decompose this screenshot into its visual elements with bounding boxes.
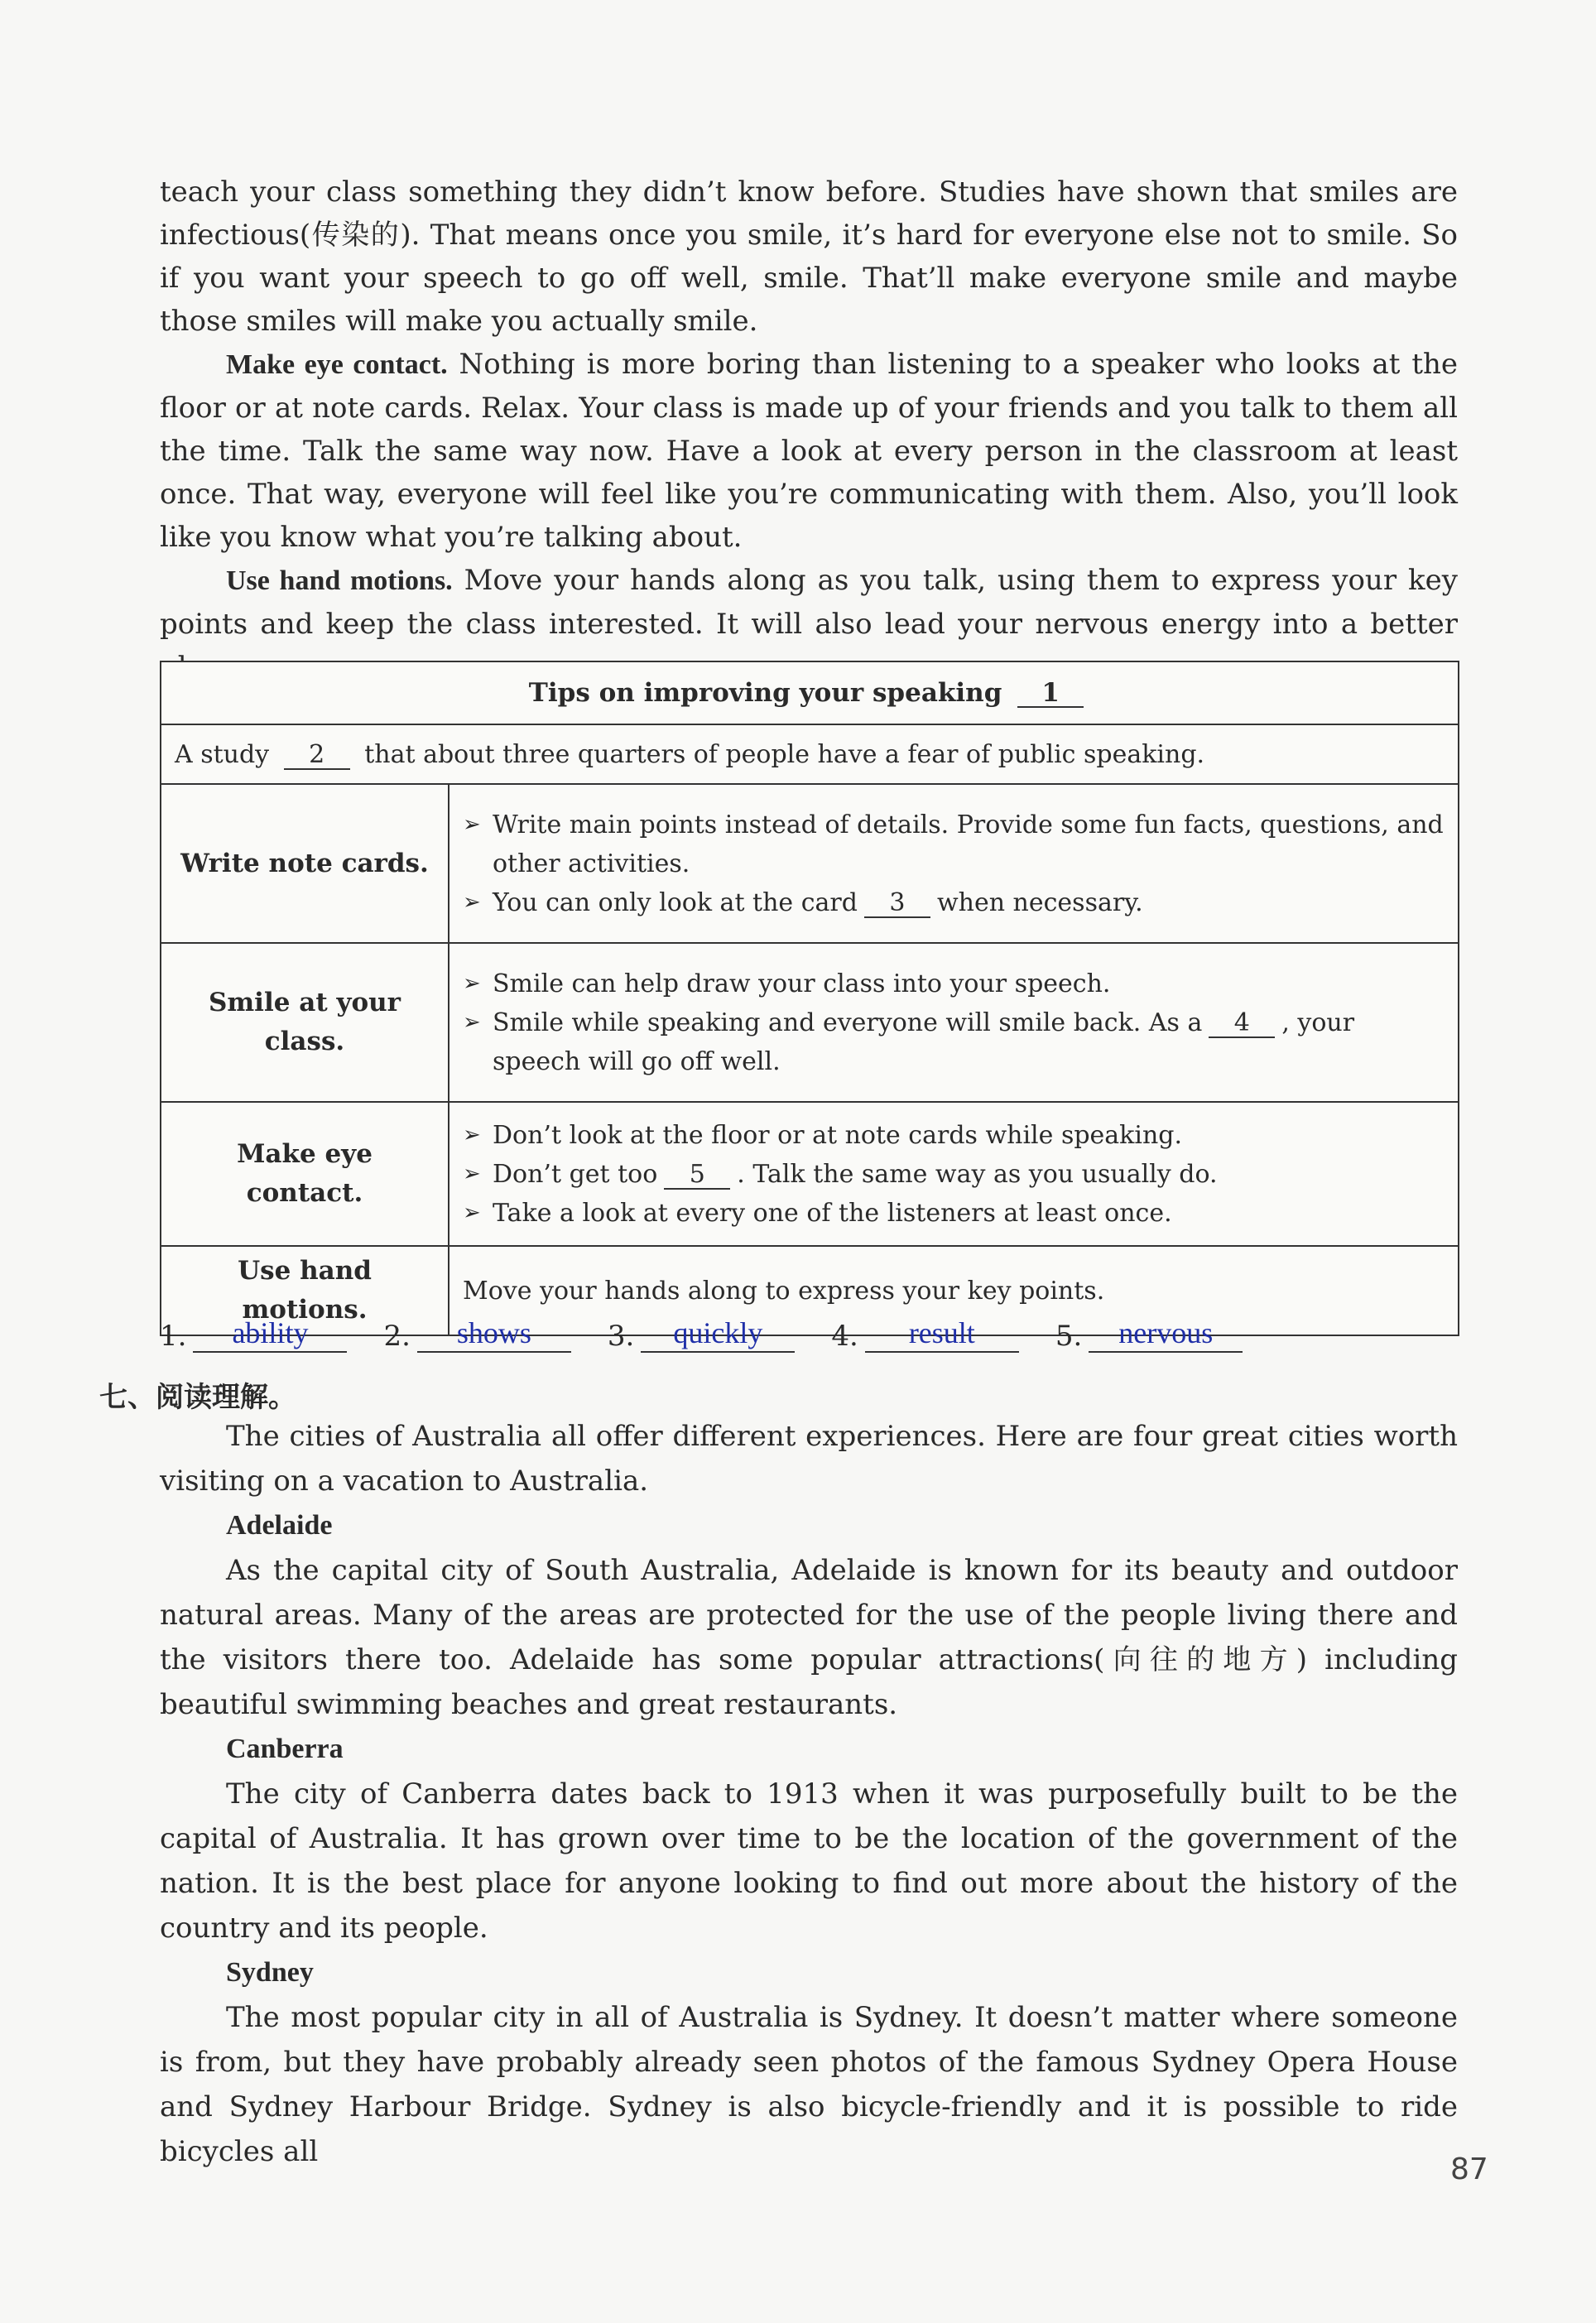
tip-text: Don’t get too (493, 1159, 658, 1189)
paragraph-hand-motions-text: Move your hands along as you talk, using them to express your key points and keep the class interested. It will also lead your nervous energy into a better (160, 564, 1458, 641)
city-heading-sydney: Sydney (226, 1957, 314, 1988)
answer-5 (1055, 1315, 1243, 1353)
city-heading-canberra: Canberra (226, 1734, 344, 1764)
answer-1 (160, 1315, 347, 1353)
row-content-eye-contact (449, 1102, 1459, 1246)
answer-number: 5. (1055, 1320, 1083, 1353)
study-text-pre: A study (175, 739, 270, 769)
tip-text: Don’t look at the floor or at note cards while speaking. (493, 1120, 1183, 1150)
arrow-icon: ➢ (463, 1122, 481, 1147)
blank-4: 4 (1209, 1010, 1275, 1038)
row-label-write-note-cards: Write note cards. (161, 784, 449, 943)
arrow-icon: ➢ (463, 1200, 481, 1225)
tip-text: You can only look at the card (493, 887, 858, 917)
arrow-icon: ➢ (463, 889, 481, 915)
arrow-icon: ➢ (463, 1161, 481, 1186)
answer-row (160, 1315, 1319, 1353)
city-heading-adelaide: Adelaide (226, 1510, 333, 1541)
answer-number: 4. (831, 1320, 858, 1353)
row-content-smile (449, 943, 1459, 1102)
row-label-eye-contact: Make eye contact. (161, 1102, 449, 1246)
arrow-icon: ➢ (463, 811, 481, 837)
tip-line (463, 806, 1445, 883)
reading-intro: The cities of Australia all offer different experiences. Here are four great cities worth visiting on a vacation to Australia. (160, 1420, 1458, 1498)
page-number: 87 (1450, 2152, 1488, 2186)
heading-hand-motions: Use hand motions. (226, 565, 453, 596)
answer-2 (383, 1315, 570, 1353)
tip-text: Smile while speaking and everyone will smile back. As a (493, 1008, 1203, 1037)
answer-value: ability (193, 1315, 347, 1353)
answer-value: nervous (1089, 1315, 1243, 1353)
answer-value: quickly (641, 1315, 795, 1353)
answer-number: 2. (383, 1320, 411, 1353)
heading-eye-contact: Make eye contact. (226, 349, 448, 380)
blank-2: 2 (284, 742, 350, 770)
answer-3 (608, 1315, 795, 1353)
section-title: 七、阅读理解。 (99, 1381, 296, 1414)
answer-4 (831, 1315, 1018, 1353)
blank-5: 5 (664, 1162, 730, 1190)
reading-passage (160, 1414, 1458, 2174)
paragraph-eye-contact-text: Nothing is more boring than listening to a speaker who looks at the floor or at note cards. Relax. Your class is made up of your friends and you talk to them all the time. Talk the same way now. Have a look at every person in the classroom at least once. That way, everyone will feel like you’re communicating with them. Also, you’ll look like you know what you’re talking about. (160, 348, 1458, 554)
tip-line (463, 883, 1445, 922)
paragraph-eye-contact (160, 343, 1458, 559)
city-text-adelaide: As the capital city of South Australia, Adelaide is known for its beauty and outdoor natural areas. Many of the areas are protected for the use of the people living there and the visitors there too. Adelaide has some popular attractions(向往的地方) including beautiful swimming beaches and great restaurants. (160, 1554, 1458, 1721)
answer-value: shows (417, 1315, 571, 1353)
tip-line (463, 964, 1445, 1003)
tip-text: Smile can help draw your class into your speech. (493, 969, 1111, 998)
tip-line (463, 1003, 1445, 1081)
row-label-hand-motions: Use hand motions. (161, 1246, 449, 1335)
tip-line (463, 1155, 1445, 1194)
paragraph-smile: teach your class something they didn’t know before. Studies have shown that smiles are infectious(传染的). That means once you smile, it’s hard for everyone else not to smile. So if you want your speech to go off well, smile. That’ll make everyone smile and maybe those smiles will make you actually smile. (160, 176, 1458, 338)
top-passage (160, 171, 1458, 689)
tips-table (160, 661, 1459, 1336)
blank-1: 1 (1017, 680, 1084, 708)
arrow-icon: ➢ (463, 1009, 481, 1035)
tip-text: , your speech will go off well. (493, 1008, 1355, 1076)
row-content-hand-motions: Move your hands along to express your key points. (449, 1246, 1459, 1335)
tip-text: . Talk the same way as you usually do. (737, 1159, 1218, 1189)
tip-line (463, 1116, 1445, 1155)
table-study-row (161, 724, 1459, 784)
study-text-post: that about three quarters of people have a fear of public speaking. (364, 739, 1205, 769)
answer-number: 1. (160, 1320, 187, 1353)
answer-number: 3. (607, 1320, 635, 1353)
city-text-sydney: The most popular city in all of Australia is Sydney. It doesn’t matter where someone is from, but they have probably already seen photos of the famous Sydney Opera House and Sydney Harbour Bridge. Sydney is also bicycle-friendly and it is possible to ride bicycles all (160, 2001, 1458, 2168)
table-title-text: Tips on improving your speaking (528, 677, 1002, 708)
arrow-icon: ➢ (463, 970, 481, 996)
row-content-write-note-cards (449, 784, 1459, 943)
tip-text: Take a look at every one of the listeners at least once. (493, 1198, 1172, 1228)
answer-value: result (865, 1315, 1019, 1353)
row-label-smile: Smile at your class. (161, 943, 449, 1102)
tip-text: when necessary. (936, 887, 1143, 917)
blank-3: 3 (864, 890, 930, 918)
table-title (161, 661, 1459, 724)
tip-text: Write main points instead of details. Provide some fun facts, questions, and other activities. (493, 810, 1444, 878)
city-text-canberra: The city of Canberra dates back to 1913 when it was purposefully built to be the capital of Australia. It has grown over time to be the location of the government of the nation. It is the best place for anyone looking to find out more about the history of the country and its people. (160, 1777, 1458, 1945)
tip-line (463, 1194, 1445, 1233)
